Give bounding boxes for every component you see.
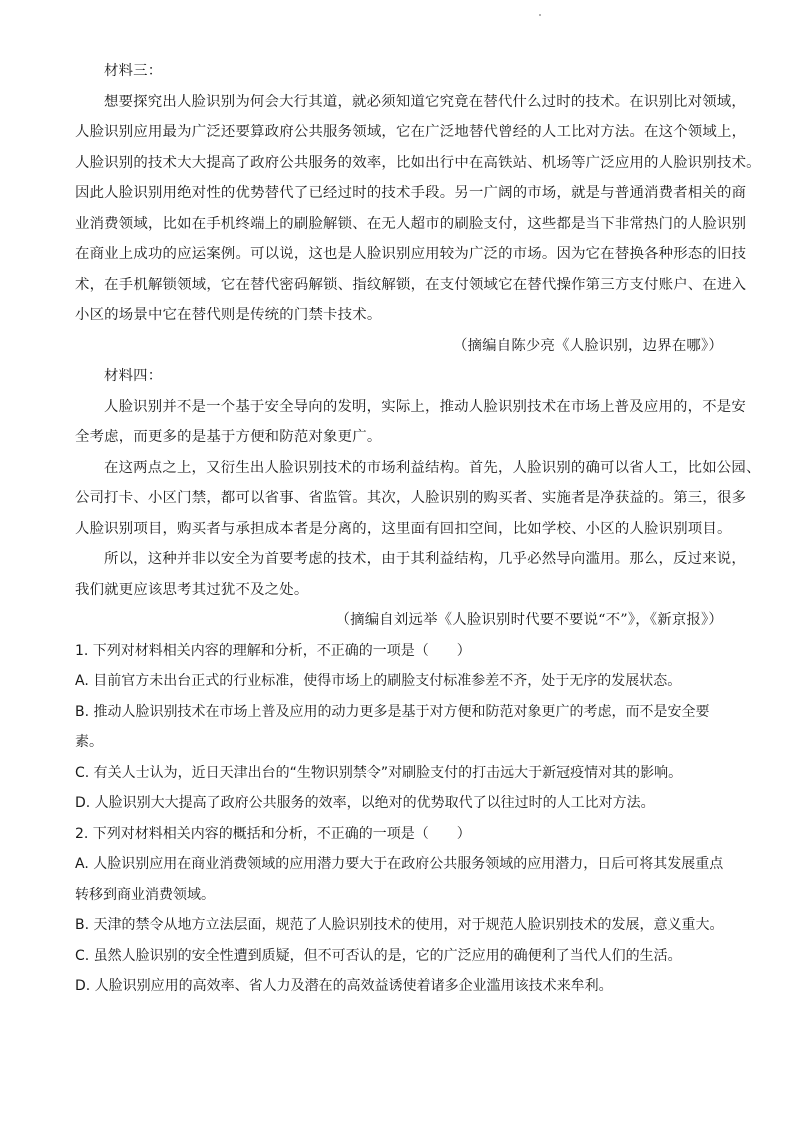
question-2-stem: 2. 下列对材料相关内容的概括和分析，不正确的一项是（ ） <box>75 825 471 842</box>
question-2-option-b: B. 天津的禁令从地方立法层面，规范了人脸识别技术的使用，对于规范人脸识别技术的发展，意义重大。 <box>75 917 724 933</box>
material4-line: 我们就更应该思考其过犹不及之处。 <box>75 581 309 598</box>
material4-line: 人脸识别项目，购买者与承担成本者是分离的，这里面有回扣空间，比如学校、小区的人脸识别项目。 <box>75 520 732 537</box>
material4-line: 人脸识别并不是一个基于安全导向的发明，实际上，推动人脸识别技术在市场上普及应用的，不是安 <box>104 398 746 415</box>
question-1-option-b: B. 推动人脸识别技术在市场上普及应用的动力更多是基于对方便和防范对象更广的考虑，而不是安全要 <box>75 703 710 720</box>
material4-heading: 材料四： <box>104 368 163 384</box>
material3-source: （摘编自陈少亮《人脸识别，边界在哪》） <box>452 337 723 354</box>
question-1-option-a: A. 目前官方未出台正式的行业标准，使得市场上的刷脸支付标准参差不齐，处于无序的发展状态。 <box>75 673 682 689</box>
question-2-option-a-cont: 转移到商业消费领域。 <box>75 886 215 903</box>
material3-line: 想要探究出人脸识别为何会大行其道，就必须知道它究竟在替代什么过时的技术。在识别比对领域， <box>104 93 746 110</box>
material3-line: 术，在手机解锁领域，它在替代密码解锁、指纹解锁，在支付领域它在替代操作第三方支付账户、在进入 <box>75 276 747 293</box>
question-2-option-d: D. 人脸识别应用的高效率、省人力及潜在的高效益诱使着诸多企业滥用该技术来牟利。 <box>75 978 613 994</box>
material3-line: 业消费领域，比如在手机终端上的刷脸解锁、在无人超市的刷脸支付，这些都是当下非常热门的人脸识别 <box>75 215 747 232</box>
question-1-option-c: C. 有关人士认为，近日天津出台的“生物识别禁令”对刷脸支付的打击远大于新冠疫情对其的影响。 <box>75 764 683 781</box>
material4-source: （摘编自刘远举《人脸识别时代要不要说“不”》，《新京报》） <box>335 612 723 628</box>
material4-line: 全考虑，而更多的是基于方便和防范对象更广。 <box>75 429 382 445</box>
material3-line: 在商业上成功的应运案例。可以说，这也是人脸识别应用较为广泛的市场。因为它在替换各种形态的旧技 <box>75 246 747 262</box>
material3-line: 人脸识别应用最为广泛还要算政府公共服务领域，它在广泛地替代曾经的人工比对方法。在这个领域上， <box>75 124 747 140</box>
question-1-option-b-cont: 素。 <box>75 734 103 750</box>
material3-line: 人脸识别的技术大大提高了政府公共服务的效率，比如出行中在高铁站、机场等广泛应用的人脸识别技术。 <box>75 154 761 171</box>
material4-line: 在这两点之上，又衍生出人脸识别技术的市场利益结构。首先，人脸识别的确可以省人工，比如公园、 <box>104 459 761 476</box>
question-1-stem: 1. 下列对材料相关内容的理解和分析，不正确的一项是（ ） <box>75 642 471 659</box>
material3-heading: 材料三： <box>104 63 163 79</box>
material4-line: 公司打卡、小区门禁，都可以省事、省监管。其次，人脸识别的购买者、实施者是净获益的。第三，很多 <box>75 490 747 506</box>
material3-line: 因此人脸识别用绝对性的优势替代了已经过时的技术手段。另一广阔的市场，就是与普通消费者相关的商 <box>75 185 747 201</box>
material4-line: 所以，这种并非以安全为首要考虑的技术，由于其利益结构，几乎必然导向滥用。那么，反过来说， <box>104 551 746 567</box>
document-page <box>75 56 761 1002</box>
scan-dot <box>539 14 541 16</box>
question-1-option-d: D. 人脸识别大大提高了政府公共服务的效率，以绝对的优势取代了以往过时的人工比对方法。 <box>75 795 655 811</box>
question-2-option-c: C. 虽然人脸识别的安全性遭到质疑，但不可否认的是，它的广泛应用的确便利了当代人们的生活。 <box>75 947 682 964</box>
question-2-option-a: A. 人脸识别应用在商业消费领域的应用潜力要大于在政府公共服务领域的应用潜力，日后可将其发展重点 <box>75 856 724 872</box>
material3-line: 小区的场景中它在替代则是传统的门禁卡技术。 <box>75 307 382 323</box>
